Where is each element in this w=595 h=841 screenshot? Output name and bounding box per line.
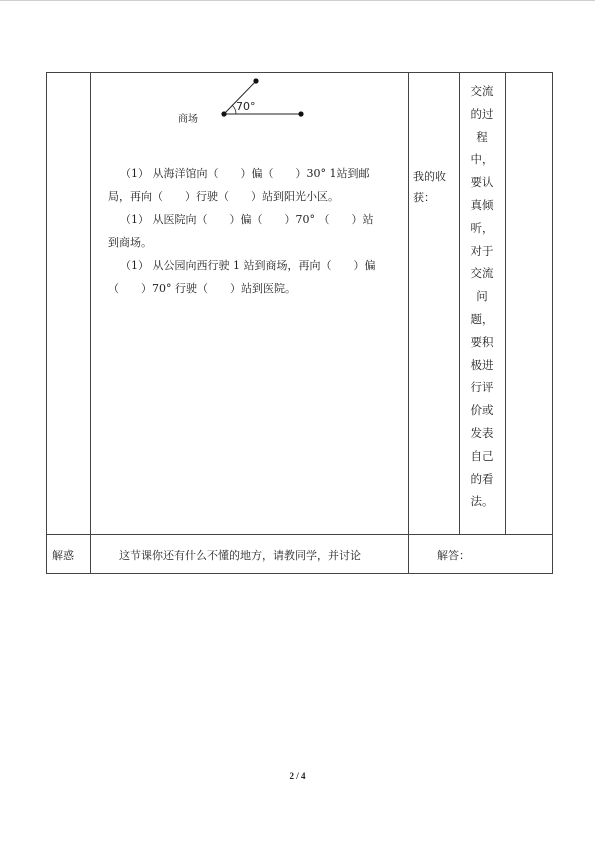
- header-rule: [0, 0, 595, 1]
- guidance-line: 极进: [470, 357, 494, 372]
- guidance-line: 行评: [470, 380, 494, 395]
- guidance-line: 中，: [470, 152, 494, 167]
- angle-label: 70°: [236, 100, 256, 113]
- answer-label: 解答：: [437, 549, 470, 562]
- col-divider-4: [505, 72, 506, 534]
- doubt-label: 解惑: [52, 549, 74, 562]
- question-3-line-2: （ ）70° 行驶（ ）站到医院。: [108, 282, 296, 295]
- question-1-line-1: [120, 167, 370, 181]
- guidance-line: 要认: [470, 175, 494, 190]
- guidance-line: 的看: [470, 471, 494, 486]
- guidance-line: 问: [476, 289, 488, 304]
- guidance-line: 听，: [470, 220, 494, 235]
- question-number: （1）: [120, 259, 149, 272]
- guidance-line: 自己: [470, 448, 494, 463]
- col-divider-2: [408, 72, 409, 574]
- page-number: 2 / 4: [289, 771, 306, 781]
- gain-line-1: 我的收: [413, 170, 446, 183]
- gain-line-2: 获：: [413, 191, 435, 204]
- doubt-prompt: 这节课你还有什么不懂的地方，请教同学，并讨论: [119, 549, 361, 562]
- east-point: [298, 111, 303, 116]
- guidance-line: 交流: [470, 266, 494, 281]
- question-number: （1）: [120, 213, 149, 226]
- row-divider: [46, 534, 553, 535]
- my-gain-label: [413, 166, 446, 208]
- guidance-line: 发表: [470, 425, 494, 440]
- question-2-line-2: 到商场。: [108, 236, 152, 249]
- guidance-line: 题，: [470, 311, 494, 326]
- northeast-point: [253, 78, 258, 83]
- guidance-line: 程: [476, 129, 488, 144]
- guidance-line: 的过: [470, 106, 494, 121]
- question-2-line-1: [120, 213, 374, 227]
- question-text: 从公园向西行驶 1 站到商场，再向（ ）偏: [152, 259, 376, 272]
- guidance-line: 价或: [470, 403, 494, 418]
- question-1-line-2: 局，再向（ ）行驶（ ）站到阳光小区。: [108, 190, 339, 203]
- question-text: 从海洋馆向（ ）偏（ ）30° 1站到邮: [152, 167, 370, 180]
- guidance-line: 对于: [470, 243, 494, 258]
- guidance-text: [459, 80, 505, 513]
- guidance-line: 要积: [470, 334, 494, 349]
- guidance-line: 真倾: [470, 197, 494, 212]
- origin-point: [221, 111, 226, 116]
- direction-diagram: [170, 72, 320, 128]
- question-3-line-1: [120, 259, 376, 273]
- question-number: （1）: [120, 167, 149, 180]
- place-label: 商场: [178, 114, 198, 125]
- question-text: 从医院向（ ）偏（ ）70° （ ）站: [152, 213, 374, 226]
- col-divider-1: [90, 72, 91, 574]
- guidance-line: 法。: [470, 494, 494, 509]
- guidance-line: 交流: [470, 84, 494, 98]
